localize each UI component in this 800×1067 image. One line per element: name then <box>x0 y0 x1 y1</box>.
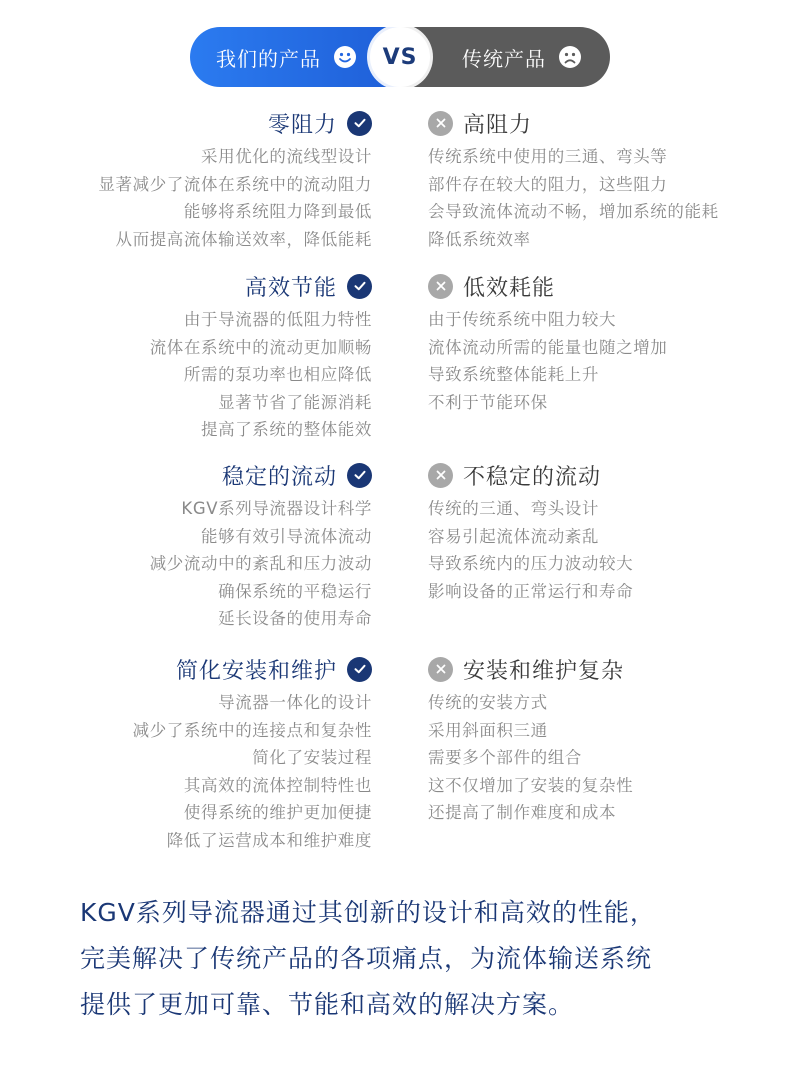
cross-circle-icon <box>428 657 453 682</box>
traditional-section-high-resistance <box>428 107 719 253</box>
summary-line: 完美解决了传统产品的各项痛点，为流体输送系统 <box>80 944 653 973</box>
ours-section-energy-saving <box>150 270 372 444</box>
section-title: 简化安装和维护 <box>175 658 337 684</box>
traditional-product-tab <box>400 27 610 87</box>
list-item: 显著减少了流体在系统中的流动阻力 <box>98 174 372 194</box>
our-product-label: 我们的产品 <box>216 46 321 71</box>
list-item: 减少了系统中的连接点和复杂性 <box>132 720 372 740</box>
list-item: 从而提高流体输送效率，降低能耗 <box>115 229 372 249</box>
list-item: 流体流动所需的能量也随之增加 <box>428 337 668 357</box>
list-item: 采用优化的流线型设计 <box>201 147 372 166</box>
list-item: 还提高了制作难度和成本 <box>428 803 617 822</box>
list-item: 确保系统的平稳运行 <box>218 581 372 601</box>
list-item: 采用斜面积三通 <box>428 720 548 740</box>
traditional-section-complex-install <box>428 653 633 827</box>
list-item: 不利于节能环保 <box>428 392 548 412</box>
list-item: 需要多个部件的组合 <box>428 748 582 767</box>
ours-section-easy-install <box>133 653 372 854</box>
list-item: 简化了安装过程 <box>252 748 372 767</box>
summary-line: 提供了更加可靠、节能和高效的解决方案。 <box>80 990 575 1019</box>
cross-circle-icon <box>428 274 453 299</box>
section-title: 安装和维护复杂 <box>463 658 625 684</box>
list-item: 导流器一体化的设计 <box>218 693 372 712</box>
list-item: KGV系列导流器设计科学 <box>181 499 372 518</box>
list-item: 影响设备的正常运行和寿命 <box>428 581 634 601</box>
list-item: 降低了运营成本和维护难度 <box>166 830 372 850</box>
summary-text <box>80 890 760 1028</box>
list-item: 导致系统内的压力波动较大 <box>428 554 634 573</box>
list-item: 使得系统的维护更加便捷 <box>183 803 372 822</box>
list-item: 容易引起流体流动紊乱 <box>428 526 599 546</box>
section-title: 高效节能 <box>244 275 337 301</box>
list-item: 能够有效引导流体流动 <box>201 526 372 546</box>
sad-face-icon <box>558 45 582 69</box>
section-title: 不稳定的流动 <box>463 464 602 490</box>
list-item: 部件存在较大的阻力，这些阻力 <box>428 174 668 194</box>
list-item: 流体在系统中的流动更加顺畅 <box>149 337 372 357</box>
list-item: 减少流动中的紊乱和压力波动 <box>149 554 372 573</box>
traditional-section-unstable-flow <box>428 459 633 605</box>
check-circle-icon <box>347 274 372 299</box>
section-title: 高阻力 <box>463 112 533 138</box>
check-circle-icon <box>347 463 372 488</box>
list-item: 所需的泵功率也相应降低 <box>183 365 372 384</box>
list-item: 传统系统中使用的三通、弯头等 <box>428 147 668 166</box>
list-item: 会导致流体流动不畅，增加系统的能耗 <box>428 202 719 221</box>
list-item: 提高了系统的整体能效 <box>201 420 372 439</box>
section-title: 稳定的流动 <box>221 464 337 490</box>
list-item: 这不仅增加了安装的复杂性 <box>428 775 634 795</box>
list-item: 延长设备的使用寿命 <box>218 609 372 628</box>
list-item: 传统的三通、弯头设计 <box>428 499 599 518</box>
traditional-section-high-consumption <box>428 270 667 416</box>
section-title: 低效耗能 <box>463 275 556 301</box>
list-item: 导致系统整体能耗上升 <box>428 365 599 384</box>
ours-section-low-resistance <box>98 107 372 253</box>
summary-line: KGV系列导流器通过其创新的设计和高效的性能， <box>80 898 656 927</box>
check-circle-icon <box>347 111 372 136</box>
ours-section-stable-flow <box>150 459 372 633</box>
list-item: 传统的安装方式 <box>428 693 548 712</box>
cross-circle-icon <box>428 111 453 136</box>
list-item: 由于导流器的低阻力特性 <box>183 310 372 329</box>
smile-face-icon <box>333 45 357 69</box>
section-title: 零阻力 <box>267 112 337 138</box>
vs-badge: VS <box>370 27 430 87</box>
list-item: 降低系统效率 <box>428 229 531 249</box>
list-item: 由于传统系统中阻力较大 <box>428 310 617 329</box>
our-product-tab <box>190 27 400 87</box>
list-item: 能够将系统阻力降到最低 <box>183 202 372 221</box>
traditional-product-label: 传统产品 <box>462 46 546 71</box>
cross-circle-icon <box>428 463 453 488</box>
list-item: 其高效的流体控制特性也 <box>183 775 372 795</box>
check-circle-icon <box>347 657 372 682</box>
list-item: 显著节省了能源消耗 <box>218 392 372 412</box>
